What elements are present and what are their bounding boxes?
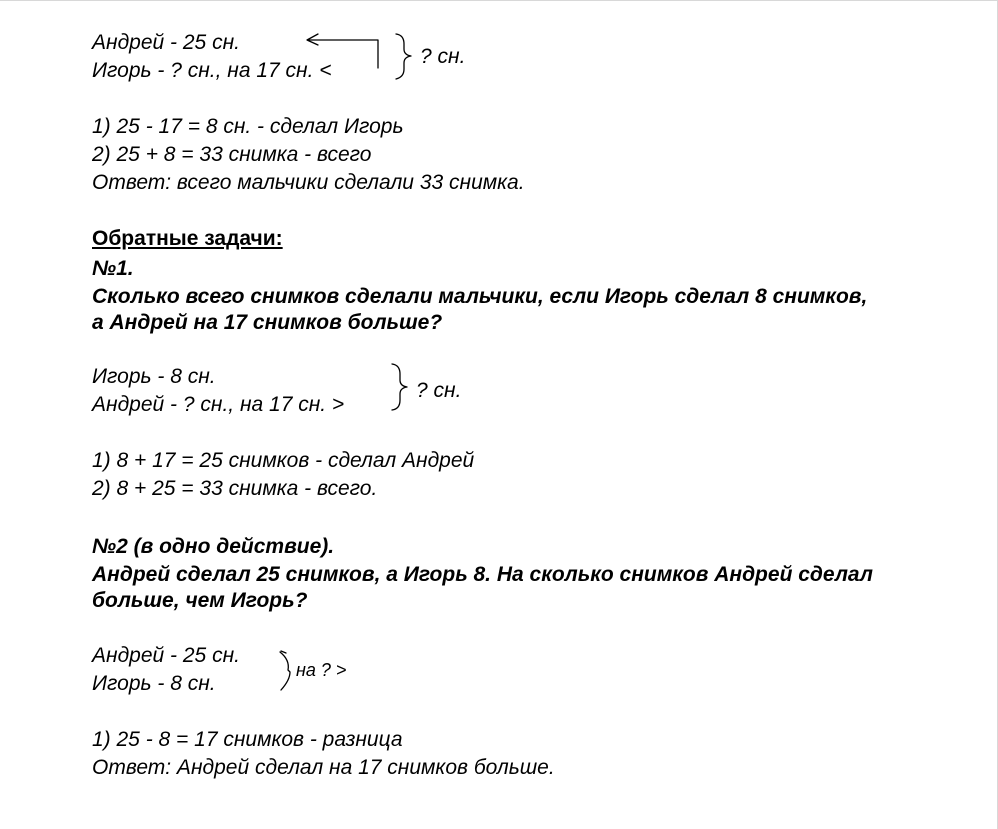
task2-question-line-1: Андрей сделал 25 снимков, а Игорь 8. На сколько снимков Андрей сделал xyxy=(92,563,873,586)
task1-question-line-2: а Андрей на 17 снимков больше? xyxy=(92,311,443,334)
curly-brace-icon xyxy=(280,652,290,690)
example-step-1: 1) 25 - 17 = 8 сн. - сделал Игорь xyxy=(92,115,404,138)
task2-answer: Ответ: Андрей сделал на 17 снимков больше. xyxy=(92,756,555,779)
task2-line-andrey: Андрей - 25 сн. xyxy=(92,644,240,667)
curly-brace-icon xyxy=(392,364,407,410)
task2-bracket-note: на ? > xyxy=(296,660,347,680)
task1-line-andrey: Андрей - ? сн., на 17 сн. > xyxy=(92,393,345,416)
task1-step-2: 2) 8 + 25 = 33 снимка - всего. xyxy=(92,477,378,500)
task2-step-1: 1) 25 - 8 = 17 снимков - разница xyxy=(92,728,403,751)
task2-line-igor: Игорь - 8 сн. xyxy=(92,672,216,695)
task1-line-igor: Игорь - 8 сн. xyxy=(92,365,216,388)
example-answer: Ответ: всего мальчики сделали 33 снимка. xyxy=(92,171,525,194)
task1-question-line-1: Сколько всего снимков сделали мальчики, если Игорь сделал 8 снимков, xyxy=(92,285,868,308)
task1-step-1: 1) 8 + 17 = 25 снимков - сделал Андрей xyxy=(92,449,475,472)
comparison-arrow-icon xyxy=(308,40,378,68)
task2-number: №2 (в одно действие). xyxy=(92,535,335,558)
curly-brace-icon xyxy=(396,34,411,79)
example-line-andrey: Андрей - 25 сн. xyxy=(92,31,240,54)
example-bracket-note: ? сн. xyxy=(420,45,466,68)
task1-number: №1. xyxy=(92,257,134,280)
reverse-tasks-heading: Обратные задачи: xyxy=(92,227,283,250)
task2-question-line-2: больше, чем Игорь? xyxy=(92,589,308,612)
example-step-2: 2) 25 + 8 = 33 снимка - всего xyxy=(92,143,372,166)
example-line-igor: Игорь - ? сн., на 17 сн. < xyxy=(92,59,332,82)
task1-bracket-note: ? сн. xyxy=(416,379,462,402)
